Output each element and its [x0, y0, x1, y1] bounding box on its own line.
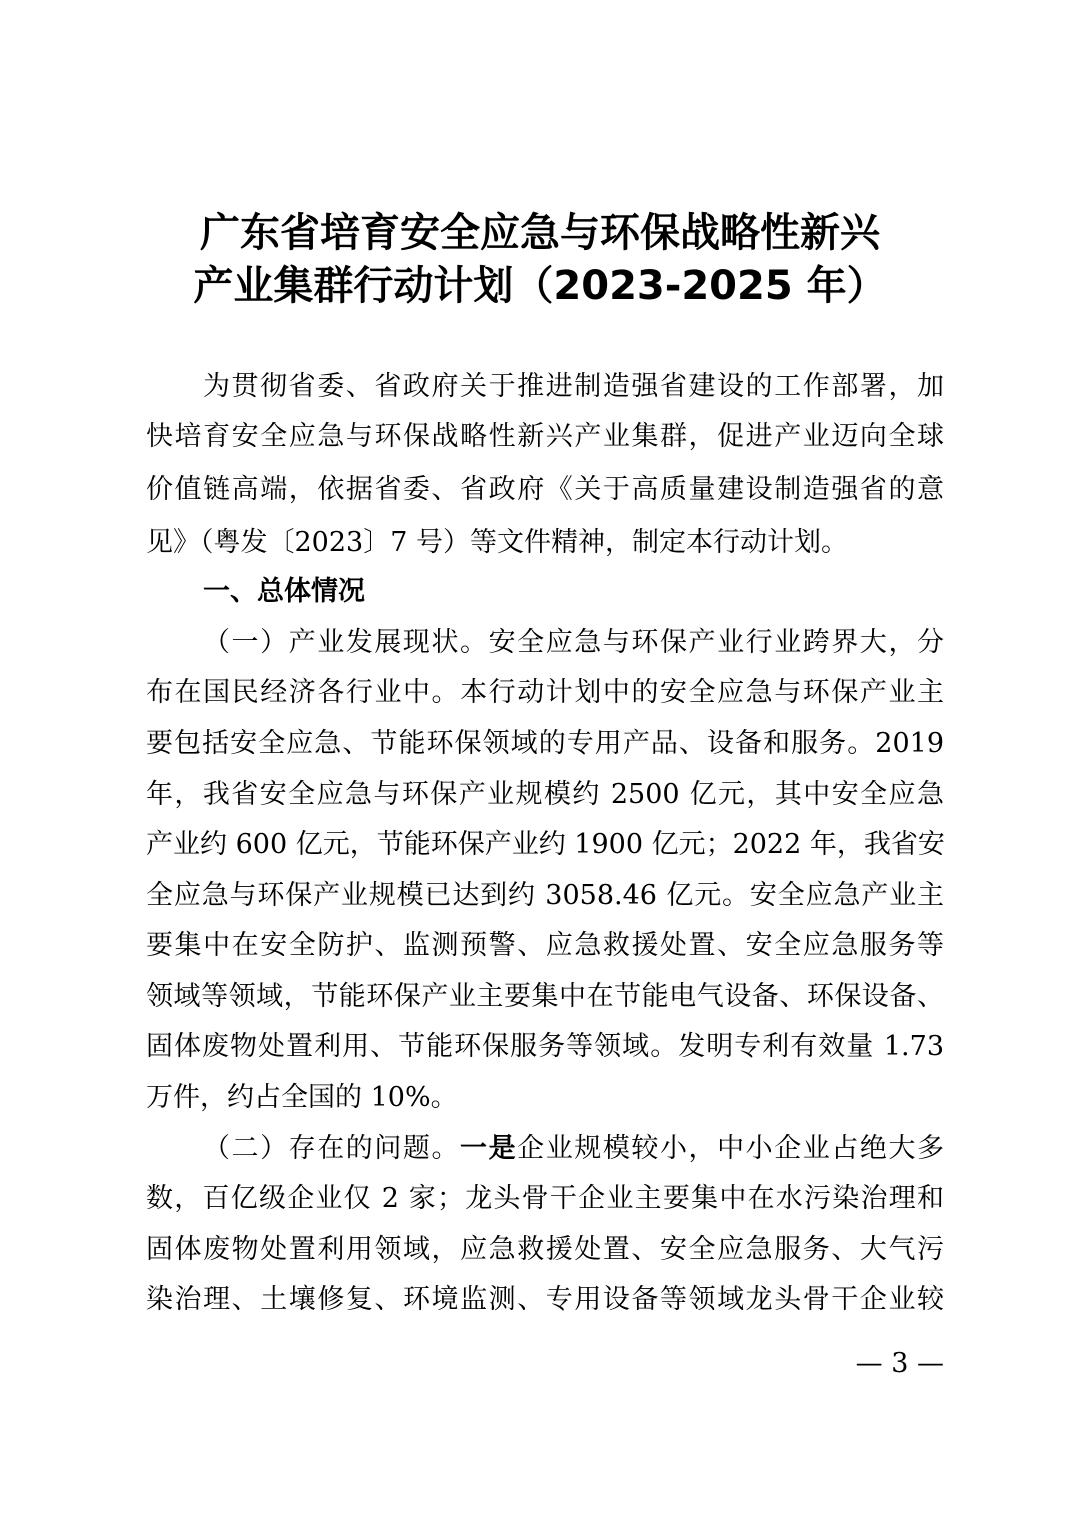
page-number: — 3 —	[855, 1348, 944, 1379]
paragraph-3-line-4: 染治理、土壤修复、环境监测、专用设备等领域龙头骨干企业较	[146, 1284, 944, 1315]
paragraph-2-line-6: 全应急与环保产业规模已达到约 3058.46 亿元。安全应急产业主	[146, 880, 944, 911]
document-title-line-2: 产业集群行动计划（2023-2025 年）	[193, 263, 887, 309]
section-heading-overview: 一、总体情况	[203, 576, 365, 607]
paragraph-3-line-2: 数，百亿级企业仅 2 家；龙头骨干企业主要集中在水污染治理和	[146, 1183, 944, 1214]
document-title-line-1: 广东省培育安全应急与环保战略性新兴	[200, 210, 880, 256]
paragraph-2-line-1: （一）产业发展现状。安全应急与环保产业行业跨界大，分	[203, 627, 944, 658]
paragraph-2-line-4: 年，我省安全应急与环保产业规模约 2500 亿元，其中安全应急	[146, 779, 944, 810]
paragraph-3-line-1-rest: 企业规模较小，中小企业占绝大多	[517, 1133, 945, 1164]
paragraph-2-line-8: 领域等领域，节能环保产业主要集中在节能电气设备、环保设备、	[146, 981, 944, 1012]
paragraph-1-line-4: 见》（粤发〔2023〕7 号）等文件精神，制定本行动计划。	[146, 527, 848, 558]
paragraph-2-line-10: 万件，约占全国的 10%。	[146, 1082, 458, 1113]
paragraph-3-bold-marker: 一是	[460, 1133, 518, 1164]
paragraph-2-line-3: 要包括安全应急、节能环保领域的专用产品、设备和服务。2019	[146, 728, 944, 759]
paragraph-1-line-1: 为贯彻省委、省政府关于推进制造强省建设的工作部署，加	[203, 371, 944, 402]
paragraph-1-line-2: 快培育安全应急与环保战略性新兴产业集群，促进产业迈向全球	[146, 421, 944, 452]
paragraph-2-line-5: 产业约 600 亿元，节能环保产业约 1900 亿元；2022 年，我省安	[146, 829, 945, 860]
paragraph-3-prefix: （二）存在的问题。	[203, 1133, 461, 1164]
paragraph-2-line-9: 固体废物处置利用、节能环保服务等领域。发明专利有效量 1.73	[146, 1031, 944, 1062]
paragraph-3-line-1	[203, 1124, 944, 1174]
paragraph-3-line-3: 固体废物处置利用领域，应急救援处置、安全应急服务、大气污	[146, 1234, 944, 1265]
paragraph-1-line-3: 价值链高端，依据省委、省政府《关于高质量建设制造强省的意	[146, 474, 944, 505]
paragraph-2-line-2: 布在国民经济各行业中。本行动计划中的安全应急与环保产业主	[146, 677, 944, 708]
paragraph-2-line-7: 要集中在安全防护、监测预警、应急救援处置、安全应急服务等	[146, 930, 944, 961]
